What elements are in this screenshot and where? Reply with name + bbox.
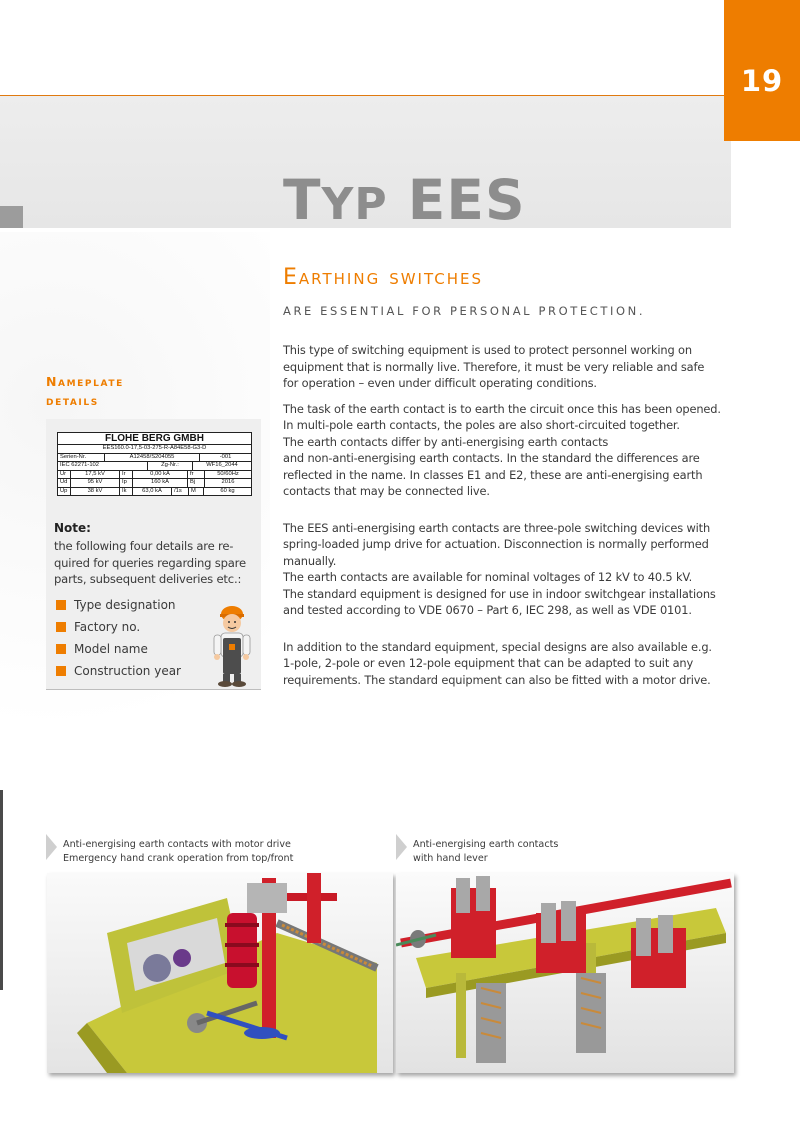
text-line: The earth contacts are available for nominal voltages of 12 kV to 40.5 kV.: [283, 570, 693, 584]
text-line: and non-anti-energising earth contacts. In the standard the differences are: [283, 451, 700, 465]
text-line: manually.: [283, 553, 337, 568]
nameplate-heading-line-1: Nameplate: [46, 374, 124, 389]
nameplate-heading: [46, 372, 124, 410]
text-line: The standard equipment is designed for use in indoor switchgear installations: [283, 586, 716, 601]
text-line: parts, subsequent deliveries etc.:: [54, 572, 242, 586]
nameplate-cell: 0,00 kA: [133, 471, 188, 479]
text-line: This type of switching equipment is used to protect personnel working on: [283, 343, 692, 357]
bullet-square-icon: [56, 644, 66, 654]
list-item-label: Construction year: [74, 664, 181, 678]
photo-hand-lever: [396, 873, 734, 1073]
note-text: [54, 538, 259, 588]
list-item: [56, 660, 181, 682]
nameplate-box: [46, 419, 261, 690]
nameplate-cell: 63,0 kA: [133, 488, 172, 496]
text-line: In multi-pole earth contacts, the poles are also short-circuited together.: [283, 418, 680, 432]
nameplate-cell: Ip: [120, 479, 133, 487]
bullet-square-icon: [56, 600, 66, 610]
list-item: [56, 638, 181, 660]
list-item-label: Factory no.: [74, 620, 141, 634]
nameplate-row: [58, 488, 251, 496]
text-line: The earth contacts differ by anti-energising earth contacts: [283, 434, 609, 449]
page-tab: [724, 0, 800, 141]
page-number: 19: [740, 64, 784, 98]
nameplate-cell: Zg-Nr.:: [148, 462, 193, 470]
text-line: contacts that may be connected live.: [283, 484, 490, 498]
text-line: equipment that is normally live. Therefore, it must be very reliable and safe: [283, 359, 705, 374]
text-line: and tested according to VDE 0670 – Part 6, IEC 298, as well as VDE 0101.: [283, 603, 692, 617]
nameplate-cell: Ud: [58, 479, 71, 487]
left-edge-rule: [0, 790, 3, 990]
text-line: The EES anti-energising earth contacts are three-pole switching devices with: [283, 520, 711, 535]
nameplate-cell: Ir: [120, 471, 133, 479]
nameplate-cell: M: [189, 488, 204, 496]
text-line: quired for queries regarding spare: [54, 555, 246, 570]
title-initial: T: [283, 168, 322, 232]
page-title: [283, 168, 526, 232]
nameplate-cell: Ik: [120, 488, 133, 496]
nameplate-cell: 50/60Hz: [217, 470, 239, 477]
caption-line: with hand lever: [413, 852, 488, 864]
nameplate-cell: Ur: [58, 471, 71, 479]
worker-illustration: [208, 604, 256, 689]
section-subheading: ARE ESSENTIAL FOR PERSONAL PROTECTION.: [283, 304, 646, 318]
text-line: requirements. The standard equipment can also be fitted with a motor drive.: [283, 672, 711, 687]
text-line: for operation – even under difficult operating conditions.: [283, 376, 597, 390]
title-rest: YP: [321, 179, 388, 230]
section-marker: [0, 206, 23, 228]
nameplate-row: [58, 462, 251, 471]
nameplate-cell: 95 kV: [71, 479, 120, 487]
nameplate-cell: 2016: [221, 479, 235, 485]
nameplate-cell: Up: [58, 488, 71, 496]
text-line: the following four details are re-: [54, 539, 234, 553]
text-line: The task of the earth contact is to earth the circuit once this has been opened.: [283, 401, 721, 416]
bullet-square-icon: [56, 666, 66, 676]
text-line: 1-pole, 2-pole or even 12-pole equipment that can be adapted to suit any: [283, 656, 694, 670]
title-model: EES: [407, 168, 526, 232]
list-item: [56, 616, 181, 638]
caption-text: [413, 838, 558, 865]
nameplate-cell: fr: [188, 471, 205, 479]
text-line: spring-loaded jump drive for actuation. Disconnection is normally performed: [283, 537, 709, 551]
nameplate-cell: 60 kg: [220, 487, 235, 494]
caption-line: Anti-energising earth contacts: [413, 839, 559, 850]
list-item: [56, 594, 181, 616]
nameplate-cell: WF16_2044: [206, 462, 238, 468]
nameplate: [57, 432, 252, 496]
body-text: [283, 342, 729, 697]
caption-line: Emergency hand crank operation from top/front: [63, 852, 294, 864]
nameplate-cell: 38 kV: [71, 488, 120, 496]
nameplate-heading-line-2: details: [46, 393, 99, 408]
paragraph-4: [283, 639, 729, 689]
nameplate-cell: Serien-Nr.: [58, 454, 105, 462]
nameplate-cell: -001: [219, 453, 232, 460]
text-line: reflected in the name. In classes E1 and E2, these are anti-energising earth: [283, 467, 703, 482]
nameplate-cell: A12458/S204055: [105, 454, 200, 462]
list-item-label: Type designation: [74, 598, 176, 612]
paragraph-1: [283, 342, 729, 392]
bullet-square-icon: [56, 622, 66, 632]
nameplate-cell: Bj: [188, 479, 205, 487]
photo-motor-drive: [47, 873, 393, 1073]
nameplate-cell: 17,5 kV: [71, 471, 120, 479]
nameplate-row: [58, 445, 251, 454]
section-heading: Earthing switches: [283, 265, 484, 290]
nameplate-type-code: EES160.0-17,5-03-275-R-A84E58-G3-D: [102, 445, 207, 451]
nameplate-row: [58, 454, 251, 463]
text-line: In addition to the standard equipment, special designs are also available e.g.: [283, 639, 712, 654]
nameplate-cell: IEC 62271-102: [58, 462, 148, 470]
list-item-label: Model name: [74, 642, 148, 656]
paragraph-2: [283, 401, 729, 500]
nameplate-row: [58, 471, 251, 480]
nameplate-cell: /1s: [172, 488, 189, 496]
caption-line: Anti-energising earth contacts with motor drive: [63, 839, 291, 850]
note-title: Note:: [54, 521, 91, 535]
nameplate-row: [58, 479, 251, 488]
paragraph-3: [283, 520, 729, 619]
caption-arrow-icon: [46, 834, 57, 860]
details-list: [56, 594, 181, 682]
nameplate-company: FLOHE BERG GMBH: [58, 433, 251, 445]
caption-text: [63, 838, 293, 865]
caption-arrow-icon: [396, 834, 407, 860]
nameplate-cell: 160 kA: [133, 479, 188, 487]
